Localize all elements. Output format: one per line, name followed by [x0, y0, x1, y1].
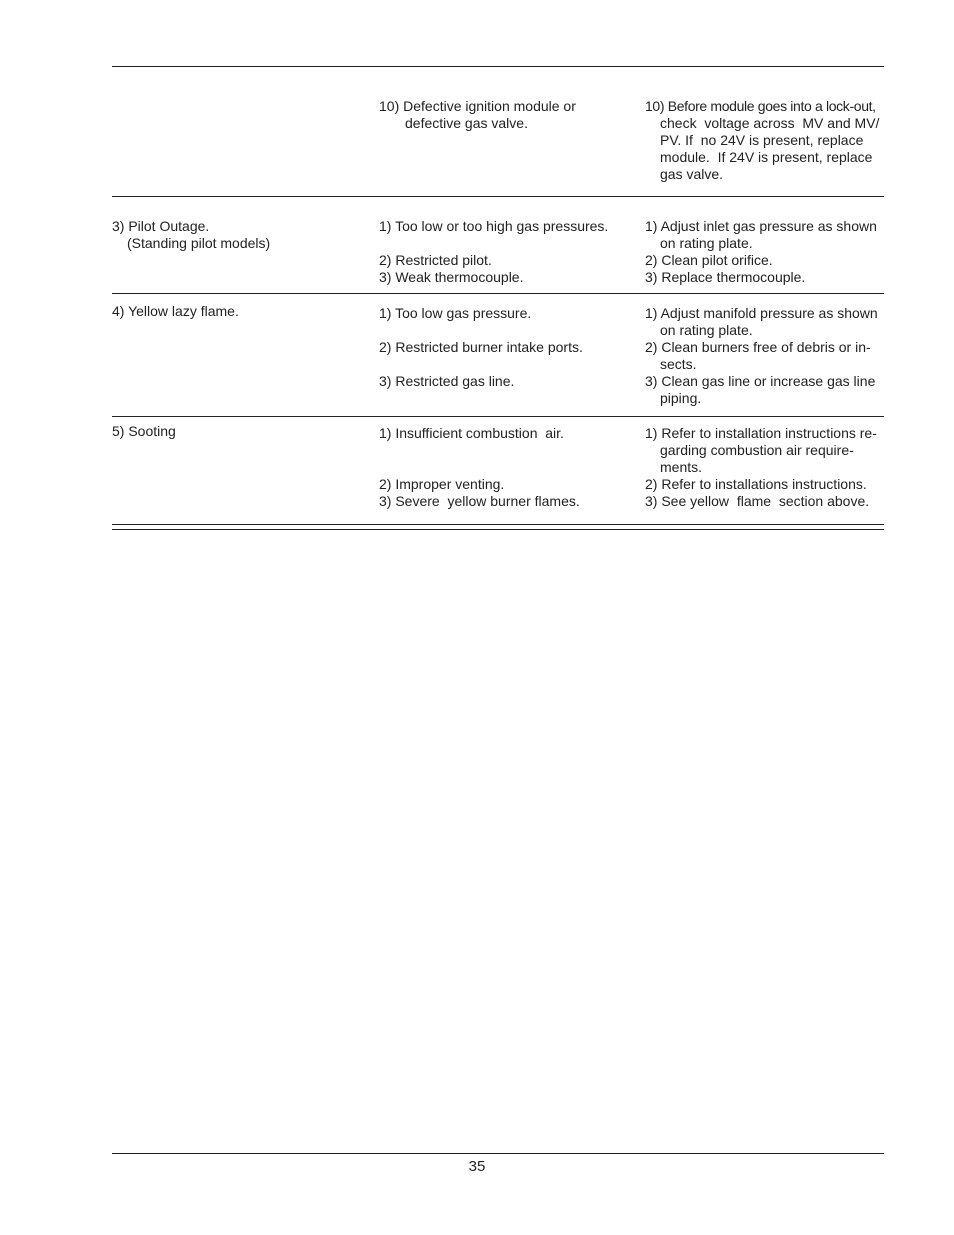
top-rule — [112, 66, 884, 67]
symptom-text: 4) Yellow lazy flame. — [112, 303, 239, 319]
symptom-text: 3) Pilot Outage. — [112, 218, 210, 234]
symptom-cell — [112, 218, 362, 252]
cause-cell — [379, 98, 629, 132]
cause-text: 2) Restricted pilot. — [379, 252, 492, 268]
remedy-text: PV. If no 24V is present, replace — [660, 132, 864, 148]
cause-cell — [379, 218, 629, 286]
cause-text: defective gas valve. — [405, 115, 528, 131]
remedy-text: 3) See yellow flame section above. — [645, 493, 870, 509]
remedy-cell — [645, 218, 885, 286]
remedy-text: 1) Adjust inlet gas pressure as shown — [645, 218, 877, 234]
remedy-text: sects. — [660, 356, 697, 372]
remedy-text: module. If 24V is present, replace — [660, 149, 873, 165]
cause-text: 3) Severe yellow burner flames. — [379, 493, 580, 509]
cause-text: 10) Defective ignition module or — [379, 98, 576, 114]
table-bottom-rule-double — [112, 529, 884, 530]
symptom-text: (Standing pilot models) — [127, 235, 271, 251]
remedy-text: on rating plate. — [660, 322, 753, 338]
remedy-text: 3) Replace thermocouple. — [645, 269, 806, 285]
remedy-text: 1) Adjust manifold pressure as shown — [645, 305, 878, 321]
row-divider — [112, 196, 884, 197]
row-divider — [112, 416, 884, 417]
symptom-cell — [112, 303, 362, 320]
remedy-text: on rating plate. — [660, 235, 753, 251]
remedy-text: piping. — [660, 390, 702, 406]
cause-cell — [379, 425, 629, 510]
page-number: 35 — [468, 1158, 486, 1175]
table-bottom-rule — [112, 524, 884, 525]
footer-rule — [112, 1153, 884, 1154]
remedy-cell — [645, 305, 885, 407]
remedy-text: gas valve. — [660, 166, 724, 182]
remedy-text: 3) Clean gas line or increase gas line — [645, 373, 876, 389]
cause-text: 1) Too low gas pressure. — [379, 305, 532, 321]
cause-text: 1) Too low or too high gas pressures. — [379, 218, 609, 234]
symptom-text: 5) Sooting — [112, 423, 176, 439]
remedy-text: 2) Refer to installations instructions. — [645, 476, 867, 492]
remedy-text: 2) Clean pilot orifice. — [645, 252, 773, 268]
remedy-text: 2) Clean burners free of debris or in- — [645, 339, 871, 355]
cause-text: 2) Restricted burner intake ports. — [379, 339, 583, 355]
remedy-text: 1) Refer to installation instructions re- — [645, 425, 877, 441]
remedy-text: 10) Before module goes into a lock-out, — [645, 98, 876, 114]
cause-text: 3) Restricted gas line. — [379, 373, 515, 389]
remedy-text: ments. — [660, 459, 703, 475]
symptom-cell — [112, 423, 362, 440]
remedy-cell — [645, 98, 885, 183]
remedy-cell — [645, 425, 885, 510]
cause-text: 1) Insufficient combustion air. — [379, 425, 564, 441]
remedy-text: check voltage across MV and MV/ — [660, 115, 880, 131]
cause-text: 2) Improper venting. — [379, 476, 505, 492]
cause-text: 3) Weak thermocouple. — [379, 269, 524, 285]
row-divider — [112, 293, 884, 294]
cause-cell — [379, 305, 629, 390]
remedy-text: garding combustion air require- — [660, 442, 854, 458]
